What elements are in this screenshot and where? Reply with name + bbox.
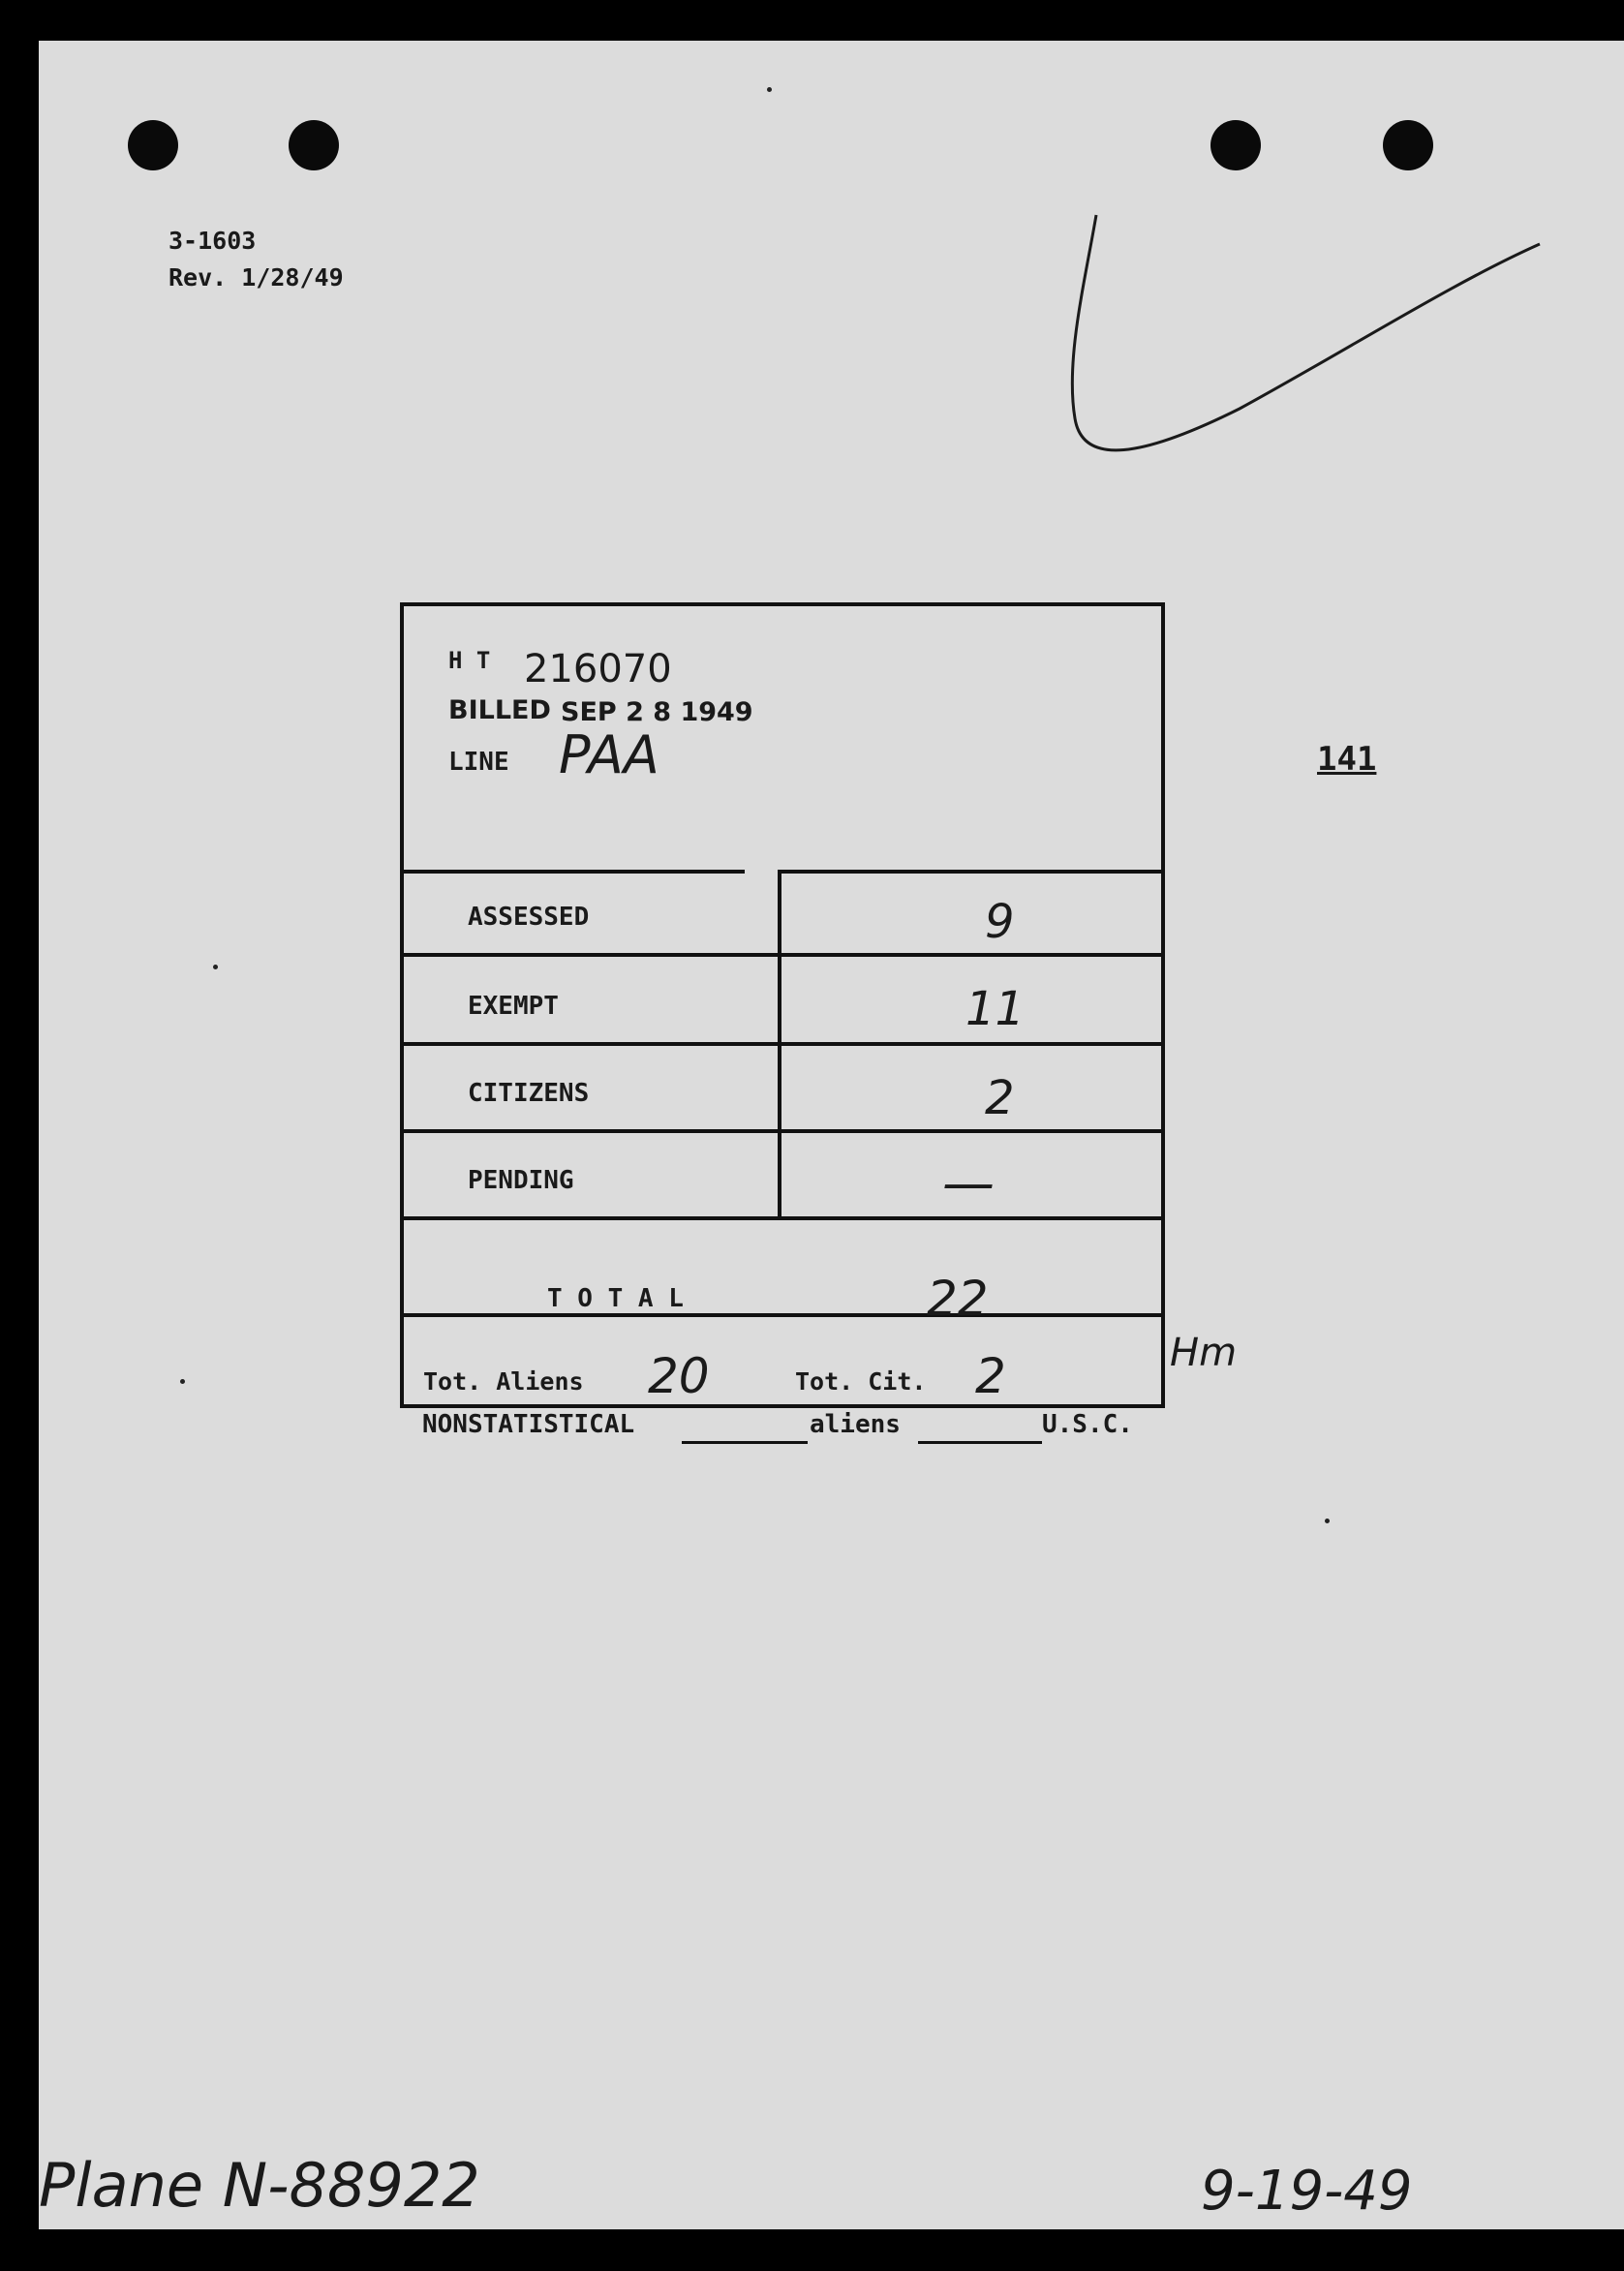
row-value-pending: — [942, 1152, 995, 1213]
form-number: 3-1603 [169, 227, 257, 255]
total-label: T O T A L [547, 1284, 684, 1313]
usc-label: U.S.C. [1042, 1410, 1133, 1439]
form-revision: Rev. 1/28/49 [169, 263, 344, 292]
aliens-label: aliens [810, 1410, 901, 1439]
row-label-citizens: CITIZENS [468, 1079, 590, 1108]
row-label-pending: PENDING [468, 1166, 574, 1195]
footer-date: 9-19-49 [1201, 2160, 1413, 2223]
billed-date: SEP 2 8 1949 [561, 697, 753, 727]
speck [1325, 1519, 1330, 1523]
ht-number: 216070 [524, 647, 672, 691]
nonstatistical-usc-blank [918, 1441, 1042, 1444]
ht-label: H T [448, 647, 491, 674]
row-label-assessed: ASSESSED [468, 903, 590, 932]
nonstatistical-label: NONSTATISTICAL [422, 1410, 635, 1439]
plane-number: Plane N-88922 [39, 2150, 480, 2221]
line-label: LINE [448, 748, 509, 777]
divider [404, 953, 1165, 957]
speck [767, 87, 772, 92]
tot-aliens-label: Tot. Aliens [423, 1367, 584, 1396]
tot-cit-value: 2 [975, 1348, 1006, 1404]
nonstatistical-aliens-blank [682, 1441, 808, 1444]
billed-label: BILLED [448, 695, 551, 725]
divider [404, 1216, 1165, 1220]
divider [404, 1129, 1165, 1133]
initials: Hm [1170, 1331, 1238, 1375]
line-value: PAA [559, 724, 659, 785]
stamp-box [400, 602, 1165, 1408]
divider [404, 1042, 1165, 1046]
divider [781, 870, 1165, 874]
divider [404, 1313, 1165, 1317]
total-value: 22 [927, 1271, 989, 1327]
tot-cit-label: Tot. Cit. [795, 1367, 927, 1396]
document-page [39, 41, 1624, 2229]
tot-aliens-value: 20 [648, 1348, 710, 1404]
punch-hole [289, 120, 339, 170]
row-label-exempt: EXEMPT [468, 992, 559, 1021]
row-value-citizens: 2 [985, 1071, 1015, 1125]
punch-hole [128, 120, 178, 170]
punch-hole [1210, 120, 1261, 170]
row-value-exempt: 11 [965, 982, 1026, 1036]
check-mark-icon [1026, 167, 1549, 496]
speck [180, 1379, 185, 1384]
divider [404, 870, 745, 874]
page-number: 141 [1317, 740, 1377, 779]
punch-hole [1383, 120, 1433, 170]
row-value-assessed: 9 [985, 895, 1015, 949]
speck [213, 965, 218, 969]
